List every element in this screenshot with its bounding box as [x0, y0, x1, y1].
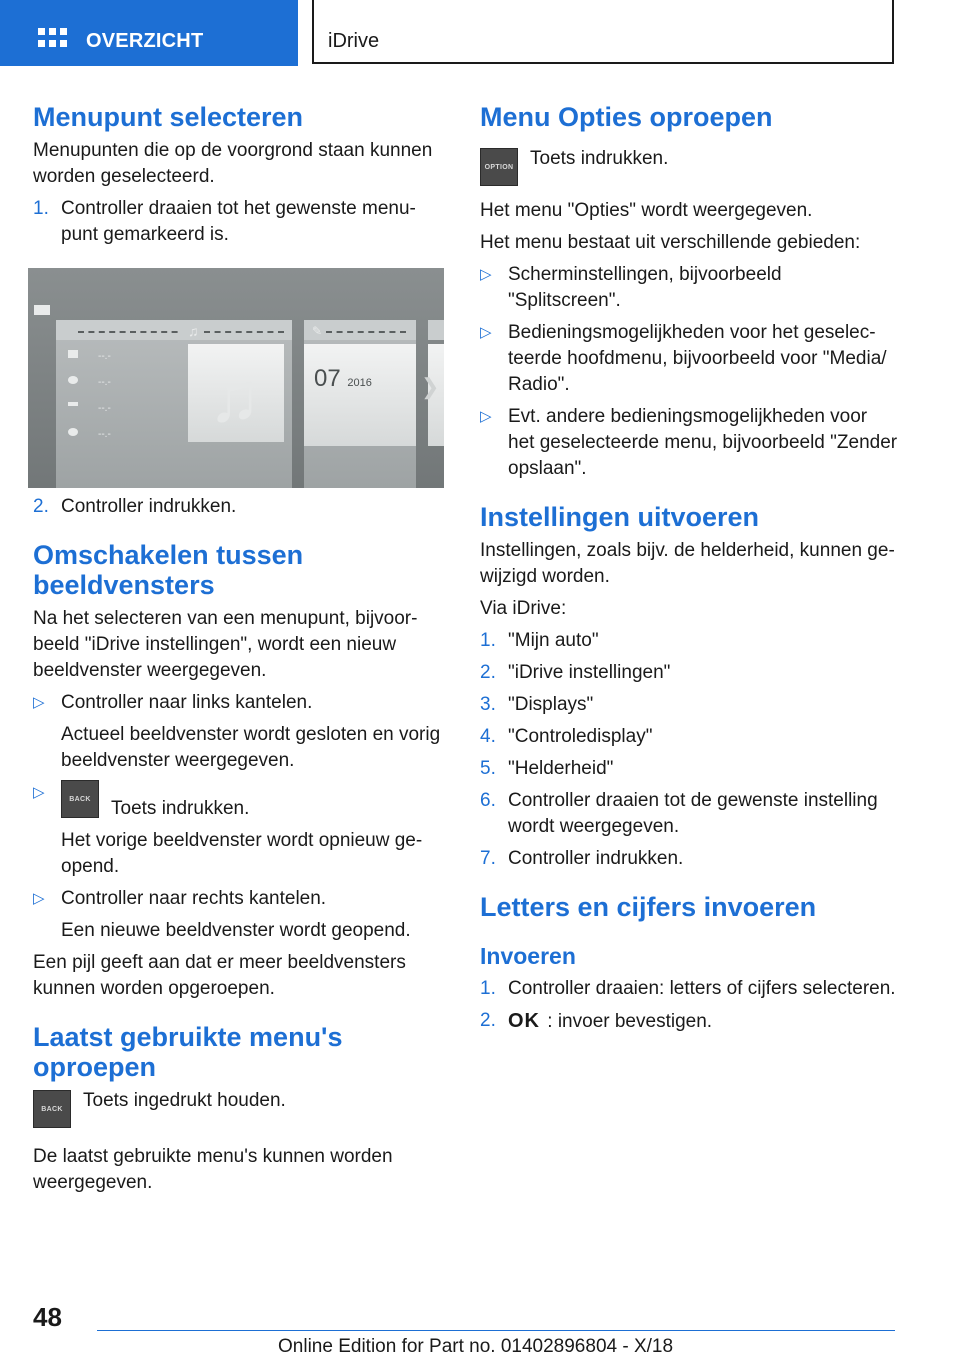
- step-number: 4.: [480, 726, 496, 747]
- page-number: 48: [33, 1302, 62, 1332]
- heading-laatst-gebruikte: Laatst gebruikte menu's oproepen: [33, 1022, 343, 1082]
- list-item: [480, 724, 898, 750]
- item-subtext: Het vorige beeldvenster wordt opnieuw geopend.: [61, 830, 423, 877]
- item-text: Controller naar rechts kantelen.: [61, 888, 327, 909]
- paragraph: De laatst gebruikte menu's kunnen worden weergegeven.: [33, 1146, 393, 1193]
- triangle-bullet-icon: ▷: [33, 694, 45, 711]
- list-item: [33, 196, 445, 248]
- value-placeholder: --.-: [98, 351, 111, 362]
- option-button-icon: OPTION: [480, 148, 518, 186]
- list-item: [33, 494, 445, 520]
- triangle-bullet-icon: ▷: [33, 784, 45, 801]
- step-text: "Displays": [508, 694, 594, 715]
- step-number: 1.: [480, 630, 496, 651]
- section-header: [312, 0, 894, 64]
- fuel-icon: [68, 350, 78, 358]
- list-item: [480, 692, 898, 718]
- footer-divider: [97, 1330, 895, 1331]
- step-text: "Controledisplay": [508, 726, 653, 747]
- grid-icon: [38, 28, 68, 52]
- heading-letters-cijfers: Letters en cijfers invoeren: [480, 892, 817, 922]
- ok-icon: OK: [508, 1010, 540, 1032]
- step-text: Controller draaien tot de gewenste instelling wordt weergegeven.: [508, 790, 878, 837]
- music-note-icon: ♫: [208, 358, 261, 436]
- button-instruction: [480, 148, 898, 186]
- list-item: [480, 846, 898, 872]
- paragraph: Na het selecteren van een menupunt, bijvoorbeeld "iDrive instellingen", wordt een nieuw beeldvenster weergegeven.: [33, 608, 418, 681]
- date-display: [314, 366, 372, 396]
- item-text: Scherminstellingen, bijvoorbeeld "Splitscreen".: [508, 264, 782, 311]
- list-item: [480, 628, 898, 654]
- list-item: [480, 756, 898, 782]
- step-text: Controller indrukken.: [61, 496, 237, 517]
- back-button-icon: BACK: [61, 780, 99, 818]
- left-column: [33, 102, 445, 1196]
- heading-omschakelen: Omschakelen tussen beeldvensters: [33, 540, 304, 600]
- step-text: Controller draaien tot het gewenste menupunt gemarkeerd is.: [61, 198, 416, 245]
- step-number: 6.: [480, 790, 496, 811]
- list-item: [480, 262, 898, 314]
- gauge-icon: [68, 376, 78, 384]
- back-button-icon: BACK: [33, 1090, 71, 1128]
- step-text: Controller draaien: letters of cijfers selecteren.: [508, 978, 896, 999]
- step-number: 1.: [33, 198, 49, 219]
- step-number: 7.: [480, 848, 496, 869]
- triangle-bullet-icon: ▷: [480, 324, 492, 341]
- step-number: 3.: [480, 694, 496, 715]
- list-item: [480, 320, 898, 398]
- paragraph: Via iDrive:: [480, 598, 567, 619]
- triangle-bullet-icon: ▷: [480, 408, 492, 425]
- heading-menupunt-selecteren: Menupunt selecteren: [33, 102, 304, 132]
- step-number: 2.: [480, 662, 496, 683]
- distance-icon: [68, 402, 78, 406]
- item-subtext: Een nieuwe beeldvenster wordt geopend.: [61, 920, 411, 941]
- date-year: 2016: [347, 377, 372, 389]
- step-text: : invoer bevestigen.: [547, 1011, 713, 1032]
- item-text: Toets indrukken.: [111, 798, 250, 819]
- car-icon: [34, 305, 50, 315]
- arrow-right-icon: ❯: [421, 374, 440, 399]
- date-day: 07: [314, 365, 341, 392]
- section-title: iDrive: [328, 30, 380, 52]
- subheading-invoeren: Invoeren: [480, 943, 576, 969]
- overview-tab-label: OVERZICHT: [86, 30, 204, 52]
- step-number: 1.: [480, 978, 496, 999]
- value-placeholder: --.-: [98, 429, 111, 440]
- heading-instellingen-uitvoeren: Instellingen uitvoeren: [480, 502, 760, 532]
- step-number: 5.: [480, 758, 496, 779]
- step-text: "Helderheid": [508, 758, 614, 779]
- value-placeholder: --.-: [98, 403, 111, 414]
- paragraph: Het menu bestaat uit verschillende gebieden:: [480, 232, 861, 253]
- paragraph: Een pijl geeft aan dat er meer beeldvensters kunnen worden opgeroepen.: [33, 952, 406, 999]
- list-item: [480, 788, 898, 840]
- heading-menu-opties: Menu Opties oproepen: [480, 102, 773, 132]
- step-text: Controller indrukken.: [508, 848, 684, 869]
- list-item: [33, 690, 445, 716]
- paragraph: Menupunten die op de voorgrond staan kunnen worden geselecteerd.: [33, 140, 433, 187]
- music-icon-small: ♫: [188, 323, 199, 339]
- phone-icon: ✎: [312, 324, 323, 338]
- triangle-bullet-icon: ▷: [480, 266, 492, 283]
- list-item: [33, 886, 445, 912]
- step-text: "Mijn auto": [508, 630, 599, 651]
- item-text: Controller naar links kantelen.: [61, 692, 313, 713]
- step-text: "iDrive instellingen": [508, 662, 671, 683]
- triangle-bullet-icon: ▷: [33, 890, 45, 907]
- list-item: [33, 780, 445, 822]
- step-number: 2.: [33, 496, 49, 517]
- item-text: Evt. andere bedieningsmogelijkheden voor het geselecteerde menu, bijvoorbeeld "Zender opslaan".: [508, 406, 898, 479]
- value-placeholder: --.-: [98, 377, 111, 388]
- list-item: [480, 660, 898, 686]
- paragraph: Het menu "Opties" wordt weergegeven.: [480, 200, 813, 221]
- list-item: [480, 404, 898, 482]
- button-instruction: [33, 1090, 445, 1128]
- clock-icon: [68, 428, 78, 436]
- step-number: 2.: [480, 1010, 496, 1031]
- idrive-screenshot: [28, 268, 444, 488]
- list-item: [480, 1008, 898, 1035]
- right-column: [480, 102, 898, 1035]
- footer-edition: Online Edition for Part no. 01402896804 - X/18: [278, 1336, 674, 1357]
- paragraph: Instellingen, zoals bijv. de helderheid, kunnen gewijzigd worden.: [480, 540, 895, 587]
- overview-tab[interactable]: [0, 0, 298, 66]
- instruction-text: Toets ingedrukt houden.: [83, 1090, 286, 1111]
- item-subtext: Actueel beeldvenster wordt gesloten en vorig beeldvenster weergegeven.: [61, 724, 441, 771]
- list-item: [480, 976, 898, 1002]
- instruction-text: Toets indrukken.: [530, 148, 669, 169]
- item-text: Bedieningsmogelijkheden voor het geselecteerde hoofdmenu, bijvoorbeeld voor "Media/ Radio".: [508, 322, 887, 395]
